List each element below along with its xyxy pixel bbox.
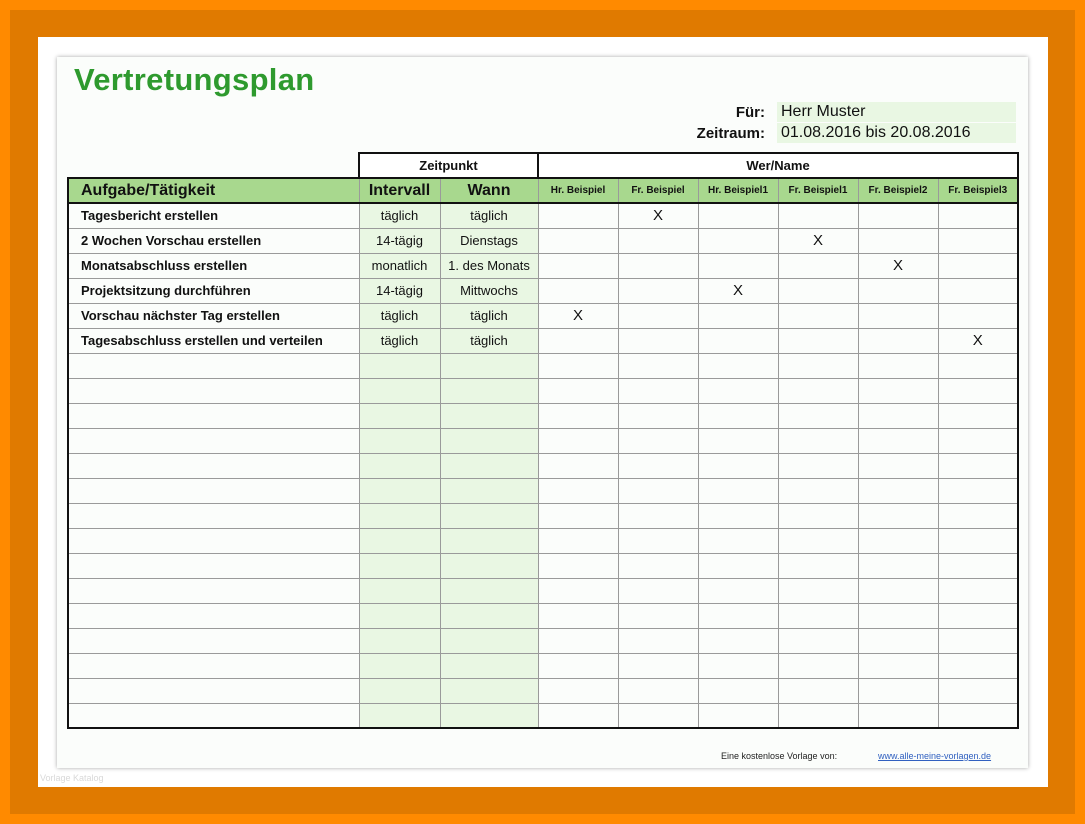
assignment-cell[interactable] xyxy=(778,403,858,428)
task-cell[interactable] xyxy=(68,378,359,403)
task-cell[interactable] xyxy=(68,603,359,628)
assignment-cell[interactable] xyxy=(538,328,618,353)
intervall-cell[interactable]: monatlich xyxy=(359,253,440,278)
assignment-cell[interactable] xyxy=(538,203,618,228)
intervall-cell[interactable] xyxy=(359,428,440,453)
assignment-cell[interactable] xyxy=(618,628,698,653)
task-cell[interactable] xyxy=(68,703,359,728)
wann-cell[interactable]: täglich xyxy=(440,303,538,328)
zeitraum-value: 01.08.2016 bis 20.08.2016 xyxy=(777,123,1016,143)
assignment-cell[interactable] xyxy=(778,253,858,278)
table-row xyxy=(68,328,1018,353)
assignment-cell[interactable] xyxy=(698,228,778,253)
task-cell[interactable]: Tagesabschluss erstellen und verteilen xyxy=(68,328,359,353)
table-row xyxy=(68,228,1018,253)
assignment-cell[interactable] xyxy=(698,678,778,703)
header-wann: Wann xyxy=(440,178,538,203)
task-cell[interactable] xyxy=(68,678,359,703)
intervall-cell[interactable] xyxy=(359,628,440,653)
table-row xyxy=(68,428,1018,453)
assignment-cell[interactable] xyxy=(618,278,698,303)
assignment-cell[interactable] xyxy=(938,578,1018,603)
task-cell[interactable]: Vorschau nächster Tag erstellen xyxy=(68,303,359,328)
task-cell[interactable] xyxy=(68,478,359,503)
wann-cell[interactable]: Dienstags xyxy=(440,228,538,253)
assignment-cell[interactable] xyxy=(698,403,778,428)
assignment-cell[interactable] xyxy=(698,553,778,578)
assignment-cell[interactable] xyxy=(618,428,698,453)
task-cell[interactable] xyxy=(68,578,359,603)
intervall-cell[interactable]: 14-tägig xyxy=(359,278,440,303)
task-cell[interactable] xyxy=(68,353,359,378)
assignment-cell[interactable] xyxy=(938,678,1018,703)
assignment-cell[interactable] xyxy=(938,653,1018,678)
assignment-cell[interactable] xyxy=(538,503,618,528)
wann-cell[interactable] xyxy=(440,553,538,578)
table-row xyxy=(68,703,1018,728)
group-header-wer-name: Wer/Name xyxy=(538,153,1018,178)
assignment-cell[interactable] xyxy=(778,453,858,478)
assignment-cell[interactable] xyxy=(858,678,938,703)
assignment-cell[interactable] xyxy=(618,678,698,703)
assignment-cell[interactable] xyxy=(858,378,938,403)
assignment-cell[interactable] xyxy=(858,578,938,603)
wann-cell[interactable] xyxy=(440,428,538,453)
assignment-cell[interactable] xyxy=(618,653,698,678)
assignment-cell[interactable] xyxy=(698,503,778,528)
assignment-cell[interactable] xyxy=(618,453,698,478)
intervall-cell[interactable] xyxy=(359,528,440,553)
task-cell[interactable]: Monatsabschluss erstellen xyxy=(68,253,359,278)
assignment-cell[interactable] xyxy=(538,653,618,678)
wann-cell[interactable] xyxy=(440,653,538,678)
zeitraum-label: Zeitraum: xyxy=(696,125,765,142)
wann-cell[interactable] xyxy=(440,603,538,628)
table-row xyxy=(68,303,1018,328)
intervall-cell[interactable] xyxy=(359,403,440,428)
assignment-cell[interactable]: X xyxy=(618,203,698,228)
assignment-cell[interactable] xyxy=(938,603,1018,628)
assignment-cell[interactable] xyxy=(858,628,938,653)
assignment-cell[interactable] xyxy=(618,503,698,528)
task-cell[interactable]: Projektsitzung durchführen xyxy=(68,278,359,303)
task-cell[interactable] xyxy=(68,453,359,478)
assignment-cell[interactable] xyxy=(698,428,778,453)
watermark: Vorlage Katalog xyxy=(40,773,104,783)
assignment-cell[interactable] xyxy=(938,478,1018,503)
assignment-cell[interactable] xyxy=(938,228,1018,253)
assignment-cell[interactable] xyxy=(858,303,938,328)
assignment-cell[interactable] xyxy=(938,203,1018,228)
fuer-label: Für: xyxy=(735,104,765,121)
intervall-cell[interactable] xyxy=(359,653,440,678)
table-row xyxy=(68,528,1018,553)
assignment-cell[interactable] xyxy=(858,228,938,253)
assignment-cell[interactable] xyxy=(858,353,938,378)
table-row xyxy=(68,203,1018,228)
assignment-cell[interactable] xyxy=(858,453,938,478)
assignment-cell[interactable] xyxy=(938,378,1018,403)
table-row xyxy=(68,478,1018,503)
assignment-cell[interactable] xyxy=(538,278,618,303)
assignment-cell[interactable] xyxy=(938,703,1018,728)
footer-link[interactable]: www.alle-meine-vorlagen.de xyxy=(878,751,992,761)
table-row xyxy=(68,603,1018,628)
assignment-cell[interactable] xyxy=(538,603,618,628)
assignment-cell[interactable] xyxy=(938,553,1018,578)
intervall-cell[interactable] xyxy=(359,678,440,703)
task-cell[interactable] xyxy=(68,428,359,453)
assignment-cell[interactable] xyxy=(698,653,778,678)
assignment-cell[interactable] xyxy=(538,428,618,453)
assignment-cell[interactable] xyxy=(538,703,618,728)
task-cell[interactable] xyxy=(68,553,359,578)
header-person: Fr. Beispiel xyxy=(618,178,698,203)
assignment-cell[interactable]: X xyxy=(938,328,1018,353)
assignment-cell[interactable] xyxy=(618,528,698,553)
table-row xyxy=(68,453,1018,478)
assignment-cell[interactable] xyxy=(858,653,938,678)
assignment-cell[interactable] xyxy=(778,678,858,703)
task-cell[interactable] xyxy=(68,503,359,528)
wann-cell[interactable]: 1. des Monats xyxy=(440,253,538,278)
header-person: Fr. Beispiel2 xyxy=(858,178,938,203)
assignment-cell[interactable] xyxy=(538,578,618,603)
assignment-cell[interactable] xyxy=(538,478,618,503)
intervall-cell[interactable]: täglich xyxy=(359,328,440,353)
table-row xyxy=(68,353,1018,378)
assignment-cell[interactable] xyxy=(778,303,858,328)
assignment-cell[interactable] xyxy=(778,353,858,378)
table-row xyxy=(68,553,1018,578)
assignment-cell[interactable] xyxy=(698,328,778,353)
task-cell[interactable] xyxy=(68,628,359,653)
table-row xyxy=(68,378,1018,403)
assignment-cell[interactable] xyxy=(698,703,778,728)
assignment-cell[interactable] xyxy=(778,278,858,303)
assignment-cell[interactable]: X xyxy=(538,303,618,328)
assignment-cell[interactable] xyxy=(858,203,938,228)
assignment-cell[interactable] xyxy=(618,353,698,378)
assignment-cell[interactable] xyxy=(698,353,778,378)
intervall-cell[interactable]: täglich xyxy=(359,203,440,228)
assignment-cell[interactable] xyxy=(618,403,698,428)
intervall-cell[interactable]: 14-tägig xyxy=(359,228,440,253)
assignment-cell[interactable] xyxy=(538,403,618,428)
assignment-cell[interactable] xyxy=(938,353,1018,378)
wann-cell[interactable] xyxy=(440,703,538,728)
assignment-cell[interactable] xyxy=(618,228,698,253)
wann-cell[interactable] xyxy=(440,378,538,403)
header-intervall: Intervall xyxy=(359,178,440,203)
intervall-cell[interactable] xyxy=(359,353,440,378)
assignment-cell[interactable] xyxy=(778,528,858,553)
intervall-cell[interactable] xyxy=(359,453,440,478)
assignment-cell[interactable] xyxy=(938,528,1018,553)
table-row xyxy=(68,678,1018,703)
assignment-cell[interactable] xyxy=(618,253,698,278)
assignment-cell[interactable] xyxy=(618,703,698,728)
table-row xyxy=(68,278,1018,303)
assignment-cell[interactable] xyxy=(698,578,778,603)
assignment-cell[interactable] xyxy=(538,378,618,403)
wann-cell[interactable]: Mittwochs xyxy=(440,278,538,303)
assignment-cell[interactable] xyxy=(778,428,858,453)
intervall-cell[interactable] xyxy=(359,553,440,578)
assignment-cell[interactable] xyxy=(778,478,858,503)
assignment-cell[interactable] xyxy=(618,328,698,353)
intervall-cell[interactable] xyxy=(359,603,440,628)
assignment-cell[interactable] xyxy=(778,203,858,228)
assignment-cell[interactable] xyxy=(858,328,938,353)
column-header-row xyxy=(68,178,1018,203)
assignment-cell[interactable]: X xyxy=(778,228,858,253)
assignment-cell[interactable] xyxy=(538,253,618,278)
assignment-cell[interactable] xyxy=(778,703,858,728)
page-title: Vertretungsplan xyxy=(74,62,315,97)
wann-cell[interactable] xyxy=(440,403,538,428)
wann-cell[interactable]: täglich xyxy=(440,203,538,228)
assignment-cell[interactable] xyxy=(698,303,778,328)
assignment-cell[interactable] xyxy=(618,603,698,628)
assignment-cell[interactable] xyxy=(698,453,778,478)
table-row xyxy=(68,628,1018,653)
assignment-cell[interactable]: X xyxy=(858,253,938,278)
intervall-cell[interactable]: täglich xyxy=(359,303,440,328)
assignment-cell[interactable] xyxy=(778,578,858,603)
assignment-cell[interactable] xyxy=(858,278,938,303)
wann-cell[interactable] xyxy=(440,453,538,478)
task-cell[interactable] xyxy=(68,653,359,678)
assignment-cell[interactable] xyxy=(778,553,858,578)
header-person: Hr. Beispiel1 xyxy=(698,178,778,203)
assignment-cell[interactable] xyxy=(858,603,938,628)
assignment-cell[interactable] xyxy=(618,303,698,328)
assignment-cell[interactable] xyxy=(858,478,938,503)
assignment-cell[interactable] xyxy=(698,628,778,653)
assignment-cell[interactable] xyxy=(858,703,938,728)
task-cell[interactable] xyxy=(68,528,359,553)
assignment-cell[interactable] xyxy=(618,578,698,603)
intervall-cell[interactable] xyxy=(359,578,440,603)
assignment-cell[interactable] xyxy=(938,428,1018,453)
intervall-cell[interactable] xyxy=(359,378,440,403)
assignment-cell[interactable] xyxy=(858,428,938,453)
footer-text: Eine kostenlose Vorlage von: xyxy=(721,751,838,761)
wann-cell[interactable] xyxy=(440,578,538,603)
assignment-cell[interactable] xyxy=(778,653,858,678)
header-person: Hr. Beispiel xyxy=(538,178,618,203)
assignment-cell[interactable] xyxy=(698,478,778,503)
assignment-cell[interactable] xyxy=(538,453,618,478)
assignment-cell[interactable] xyxy=(698,378,778,403)
assignment-cell[interactable] xyxy=(698,203,778,228)
table-row xyxy=(68,253,1018,278)
assignment-cell[interactable] xyxy=(538,628,618,653)
task-cell[interactable] xyxy=(68,403,359,428)
assignment-cell[interactable] xyxy=(858,403,938,428)
assignment-cell[interactable] xyxy=(938,403,1018,428)
assignment-cell[interactable] xyxy=(778,603,858,628)
assignment-cell[interactable] xyxy=(858,553,938,578)
table-row xyxy=(68,653,1018,678)
table-row xyxy=(68,578,1018,603)
assignment-cell[interactable] xyxy=(698,253,778,278)
assignment-cell[interactable] xyxy=(858,503,938,528)
wann-cell[interactable] xyxy=(440,528,538,553)
assignment-cell[interactable] xyxy=(778,328,858,353)
task-cell[interactable]: Tagesbericht erstellen xyxy=(68,203,359,228)
assignment-cell[interactable] xyxy=(778,503,858,528)
assignment-cell[interactable] xyxy=(938,278,1018,303)
assignment-cell[interactable] xyxy=(938,453,1018,478)
table-row xyxy=(68,503,1018,528)
assignment-cell[interactable] xyxy=(538,553,618,578)
header-task: Aufgabe/Tätigkeit xyxy=(68,178,359,203)
wann-cell[interactable] xyxy=(440,628,538,653)
wann-cell[interactable]: täglich xyxy=(440,328,538,353)
intervall-cell[interactable] xyxy=(359,503,440,528)
assignment-cell[interactable] xyxy=(938,503,1018,528)
assignment-cell[interactable] xyxy=(698,528,778,553)
assignment-cell[interactable] xyxy=(538,528,618,553)
assignment-cell[interactable] xyxy=(938,628,1018,653)
table-row xyxy=(68,403,1018,428)
group-header-zeitpunkt: Zeitpunkt xyxy=(359,153,538,178)
assignment-cell[interactable] xyxy=(778,628,858,653)
assignment-cell[interactable] xyxy=(938,303,1018,328)
task-cell[interactable]: 2 Wochen Vorschau erstellen xyxy=(68,228,359,253)
assignment-cell[interactable] xyxy=(858,528,938,553)
fuer-value: Herr Muster xyxy=(777,102,1016,122)
substitution-table xyxy=(67,152,1019,729)
assignment-cell[interactable] xyxy=(618,478,698,503)
assignment-cell[interactable] xyxy=(538,228,618,253)
wann-cell[interactable] xyxy=(440,503,538,528)
wann-cell[interactable] xyxy=(440,353,538,378)
header-person: Fr. Beispiel1 xyxy=(778,178,858,203)
intervall-cell[interactable] xyxy=(359,478,440,503)
assignment-cell[interactable]: X xyxy=(698,278,778,303)
intervall-cell[interactable] xyxy=(359,703,440,728)
assignment-cell[interactable] xyxy=(698,603,778,628)
assignment-cell[interactable] xyxy=(938,253,1018,278)
wann-cell[interactable] xyxy=(440,678,538,703)
assignment-cell[interactable] xyxy=(618,378,698,403)
assignment-cell[interactable] xyxy=(538,353,618,378)
header-person: Fr. Beispiel3 xyxy=(938,178,1018,203)
assignment-cell[interactable] xyxy=(778,378,858,403)
assignment-cell[interactable] xyxy=(618,553,698,578)
wann-cell[interactable] xyxy=(440,478,538,503)
assignment-cell[interactable] xyxy=(538,678,618,703)
